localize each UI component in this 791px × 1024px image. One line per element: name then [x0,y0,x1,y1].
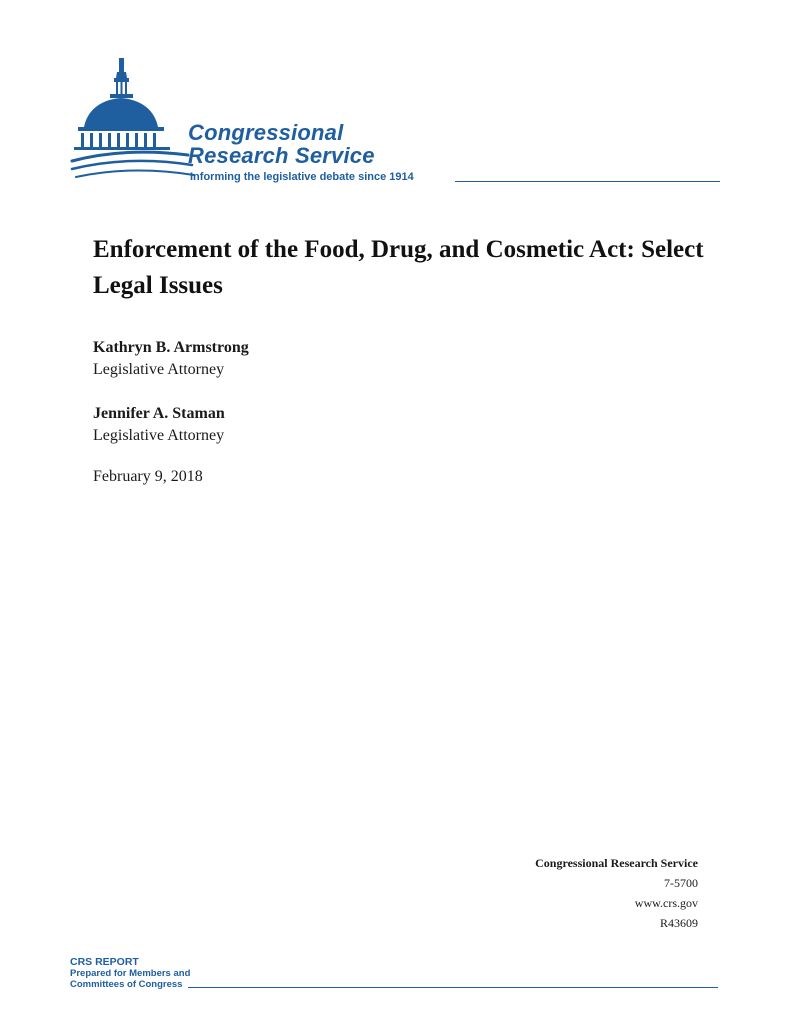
report-info [535,853,698,933]
report-website: www.crs.gov [634,896,698,910]
report-org: Congressional Research Service [535,856,698,870]
footer-line1: Prepared for Members and [70,968,191,979]
author-name: Jennifer A. Staman [93,405,225,422]
document-title: Enforcement of the Food, Drug, and Cosmetic Act: Select Legal Issues [93,236,704,299]
publication-date: February 9, 2018 [93,468,203,485]
footer [70,957,720,997]
author-name: Kathryn B. Armstrong [93,339,249,356]
crs-wordmark [188,121,375,167]
capitol-dome-icon [70,55,200,190]
footer-line2: Committees of Congress [70,979,183,990]
tagline: Informing the legislative debate since 1914 [190,171,414,183]
author-role: Legislative Attorney [93,361,225,378]
org-name-line2: Research Service [188,143,375,168]
report-code: 7-5700 [664,876,698,890]
crs-logo [70,55,730,195]
author-role: Legislative Attorney [93,427,225,444]
report-number: R43609 [659,916,698,930]
author-block-2 [93,403,225,447]
org-name-line1: Congressional [188,120,344,145]
footer-rule [188,987,718,988]
author-block-1 [93,337,249,381]
header-rule [455,181,720,182]
footer-label: CRS REPORT [70,956,139,968]
